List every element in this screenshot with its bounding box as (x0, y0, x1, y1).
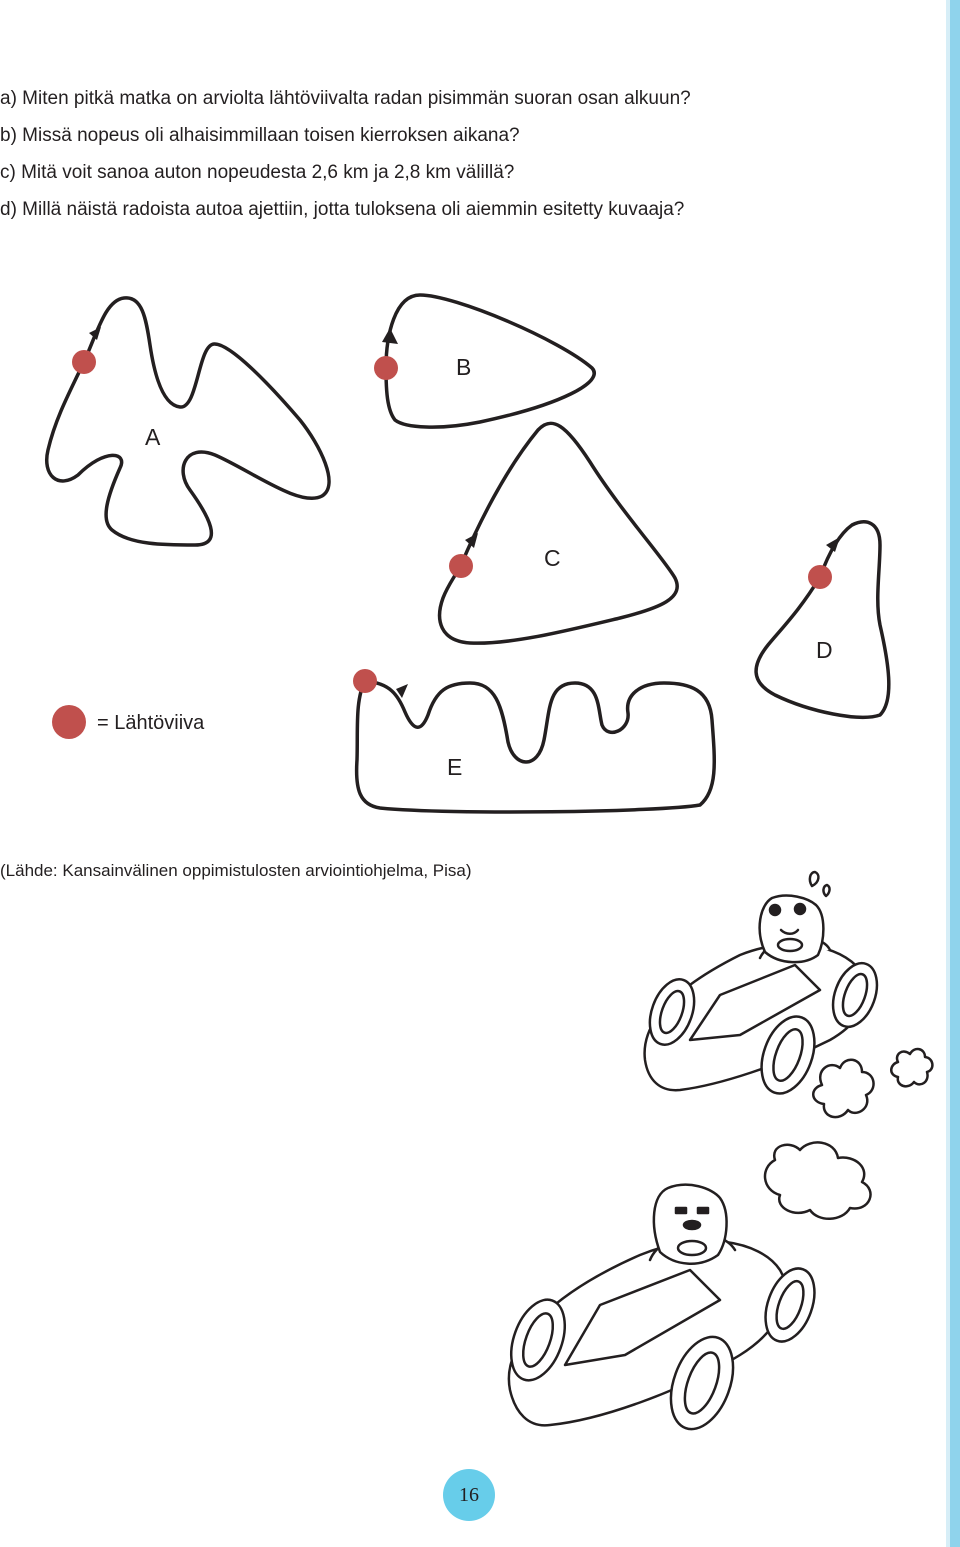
page-number-badge: 16 (443, 1469, 495, 1521)
track-e (357, 681, 715, 812)
question-d: d) Millä näistä radoista autoa ajettiin, jotta tuloksena oli aiemmin esitetty kuvaaja? (0, 199, 685, 220)
start-marker-b (374, 356, 398, 380)
start-marker-d (808, 565, 832, 589)
sweat-drop-icon (823, 885, 829, 896)
track-label-e: E (447, 754, 463, 780)
track-d (756, 522, 889, 717)
question-b: b) Missä nopeus oli alhaisimmillaan toisen kierroksen aikana? (0, 125, 520, 146)
direction-arrow-icon (382, 328, 398, 344)
track-label-c: C (544, 545, 561, 571)
direction-arrow-icon (465, 533, 478, 548)
direction-arrow-icon (826, 537, 840, 552)
start-marker-a (72, 350, 96, 374)
beaver-driver-1 (760, 896, 824, 963)
exhaust-cloud-icon (891, 1049, 932, 1086)
legend-start-marker (52, 705, 86, 739)
beaver-driver-2 (654, 1185, 727, 1264)
page-edge-stripe (946, 0, 960, 1547)
direction-arrow-icon (89, 327, 101, 340)
legend-start-line-label: = Lähtöviiva (97, 712, 205, 734)
track-a (47, 298, 329, 545)
exhaust-cloud-icon (765, 1142, 871, 1218)
track-c (440, 423, 678, 643)
track-label-a: A (145, 424, 161, 450)
track-b (386, 295, 594, 427)
exhaust-cloud-icon (813, 1060, 873, 1117)
track-label-d: D (816, 637, 833, 663)
question-a: a) Miten pitkä matka on arviolta lähtöviivalta radan pisimmän suoran osan alkuun? (0, 88, 691, 109)
question-c: c) Mitä voit sanoa auton nopeudesta 2,6 km ja 2,8 km välillä? (0, 162, 515, 183)
start-marker-e (353, 669, 377, 693)
sweat-drop-icon (810, 872, 819, 886)
race-car-illustration (0, 860, 946, 1460)
source-note: (Lähde: Kansainvälinen oppimistulosten arviointiohjelma, Pisa) (0, 861, 472, 880)
track-label-b: B (456, 354, 472, 380)
race-car-2 (501, 1234, 824, 1438)
start-marker-c (449, 554, 473, 578)
